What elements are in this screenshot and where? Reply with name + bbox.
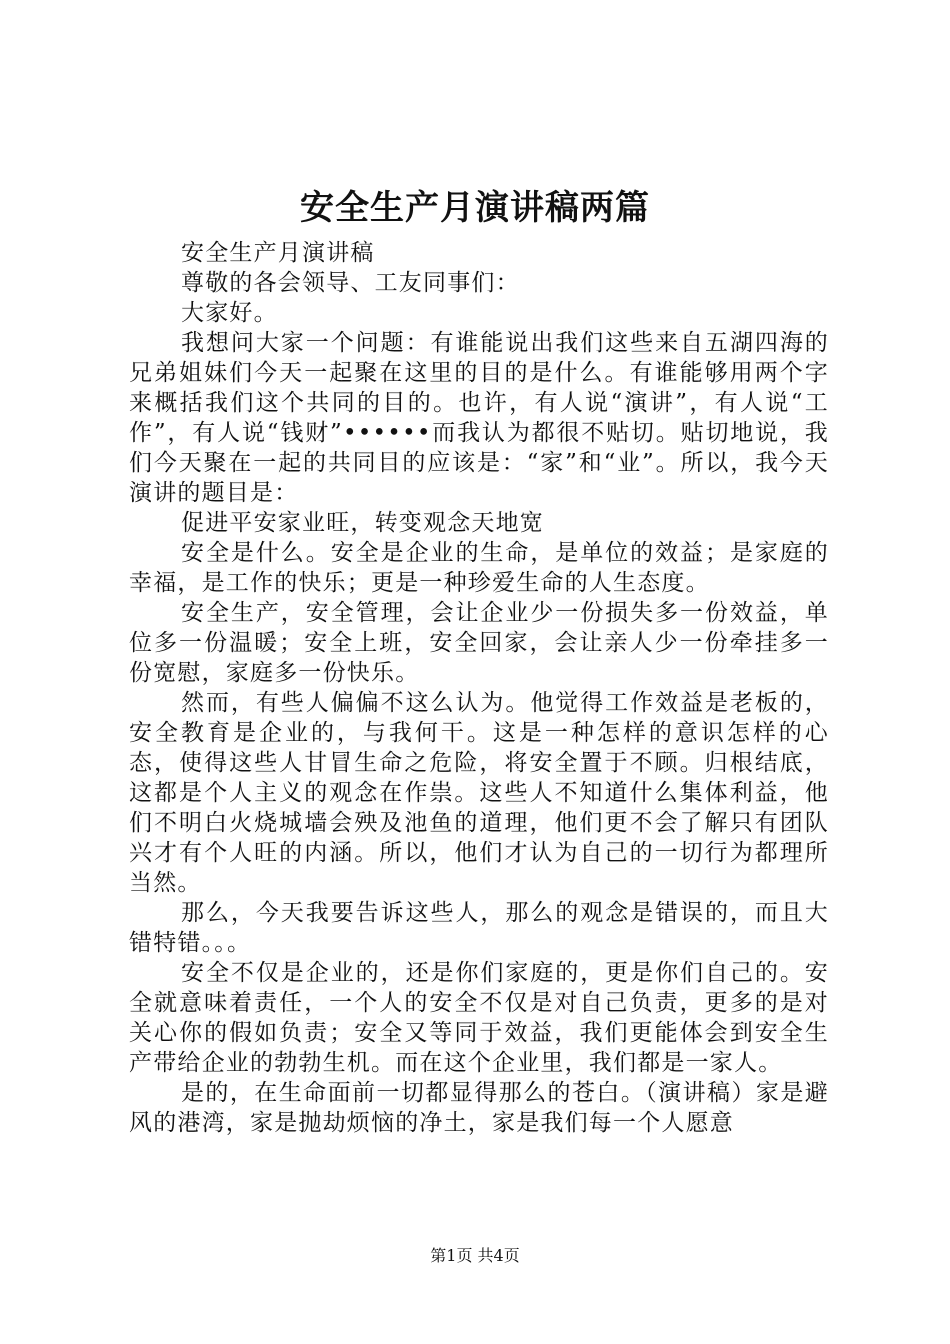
- page-number-footer: 第1页 共4页: [430, 1246, 520, 1265]
- paragraph-salutation: 尊敬的各会领导、工友同事们：: [181, 270, 520, 296]
- paragraph-speech-theme: 促进平安家业旺，转变观念天地宽: [181, 510, 544, 536]
- paragraph-home: 是的，在生命面前一切都显得那么的苍白。（演讲稿）家是避风的港湾，家是抛劫烦恼的净土，家是我们每一个人愿意: [129, 1080, 829, 1136]
- paragraph-speech-heading: 安全生产月演讲稿: [181, 240, 375, 266]
- paragraph-safety-management: 安全生产，安全管理，会让企业少一份损失多一份效益，单位多一份温暖；安全上班，安全回家，会让亲人少一份牵挂多一份宽慰，家庭多一份快乐。: [129, 600, 829, 686]
- paragraph-tell-them: 那么，今天我要告诉这些人，那么的观念是错误的，而且大错特错。。。: [129, 900, 829, 956]
- paragraph-greeting: 大家好。: [181, 300, 278, 326]
- paragraph-responsibility: 安全不仅是企业的，还是你们家庭的，更是你们自己的。安全就意味着责任，一个人的安全不仅是对自己负责，更多的是对关心你的假如负责；安全又等同于效益，我们更能体会到安全生产带给企业的勃勃生机。而在这个企业里，我们都是一家人。: [129, 960, 829, 1076]
- paragraph-what-is-safety: 安全是什么。安全是企业的生命，是单位的效益；是家庭的幸福，是工作的快乐；更是一种珍爱生命的人生态度。: [129, 540, 829, 596]
- paragraph-question: 我想问大家一个问题：有谁能说出我们这些来自五湖四海的兄弟姐妹们今天一起聚在这里的目的是什么。有谁能够用两个字来概括我们这个共同的目的。也许，有人说“演讲”，有人说“工作”，有人说“钱财”••••••而我认为都很不贴切。贴切地说，我们今天聚在一起的共同目的应该是：“家”和“业”。所以，我今天演讲的题目是：: [129, 330, 829, 506]
- document-title: 安全生产月演讲稿两篇: [300, 188, 650, 228]
- paragraph-however: 然而，有些人偏偏不这么认为。他觉得工作效益是老板的，安全教育是企业的，与我何干。这是一种怎样的意识怎样的心态，使得这些人甘冒生命之危险，将安全置于不顾。归根结底，这都是个人主义的观念在作祟。这些人不知道什么集体利益，他们不明白火烧城墙会殃及池鱼的道理，他们更不会了解只有团队兴才有个人旺的内涵。所以，他们才认为自己的一切行为都理所当然。: [129, 690, 829, 896]
- document-body: [129, 238, 829, 1138]
